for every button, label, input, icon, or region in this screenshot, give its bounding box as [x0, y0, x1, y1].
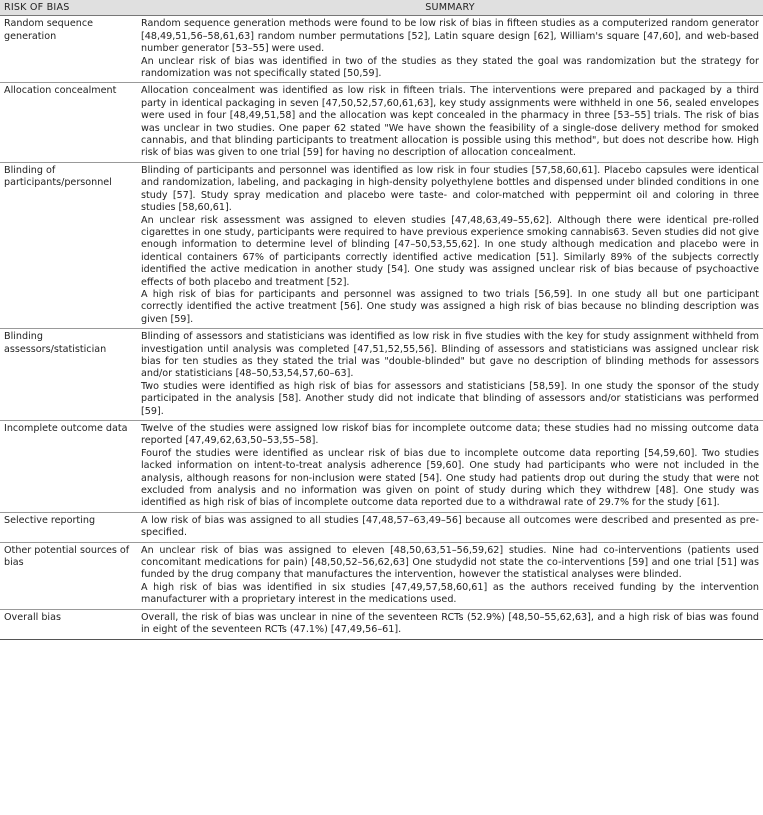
- header-row: [0, 0, 763, 16]
- header-risk-of-bias: RISK OF BIAS: [0, 0, 137, 16]
- row-label: Incomplete outcome data: [0, 421, 137, 513]
- summary-paragraph: Overall, the risk of bias was unclear in nine of the seventeen RCTs (52.9%) [48,50–55,62,63], and a high risk of bias was found in eight of the seventeen RCTs (47.1%) [47,49,56–61].: [141, 611, 759, 636]
- row-summary: [137, 329, 763, 421]
- table-row: [0, 542, 763, 609]
- table-row: [0, 609, 763, 639]
- summary-paragraph: Fourof the studies were identified as unclear risk of bias due to incomplete outcome data reporting [54,59,60]. Two studies lacked information on intent-to-treat analysis adherence [59,60]. One study had participants who were not included in the analysis, although reasons for non-inclusion were stated [54]. One study had patients drop out during the study that were not excluded from analysis and no information was given on point of study during which they withdrew [48]. One study was identified as high risk of bias of incomplete outcome data reported due to a withdrawal rate of 29.7% for the study [61].: [141, 447, 759, 509]
- summary-paragraph: Two studies were identified as high risk of bias for assessors and statisticians [58,59]. In one study the sponsor of the study participated in the analysis [58]. Another study did not indicate that blinding of assessors and/or statisticians was performed [59].: [141, 380, 759, 417]
- summary-paragraph: Allocation concealment was identified as low risk in fifteen trials. The interventions were prepared and packaged by a third party in identical packaging in seven [47,50,52,57,60,61,63], key study assignments were withheld in one 56, sealed envelopes were used in four [48,49,51,58] and the allocation was kept concealed in the pharmacy in three [53–55] trials. The risk of bias was unclear in two studies. One paper 62 stated "We have shown the feasibility of a single-dose delivery method for smoked cannabis, and that blinding participants to treatment allocation is possible using this method", but does not describe how. High risk of bias was given to one trial [59] for having no description of allocation concealment.: [141, 85, 759, 159]
- table-row: [0, 162, 763, 328]
- row-label: Selective reporting: [0, 512, 137, 542]
- row-label: Other potential sources of bias: [0, 542, 137, 609]
- row-label: Blinding of participants/personnel: [0, 162, 137, 328]
- row-summary: [137, 512, 763, 542]
- summary-paragraph: Random sequence generation methods were found to be low risk of bias in fifteen studies as a computerized random generator [48,49,51,56–58,61,63] random number permutations [52], Latin square design [62], William's square [47,60], and web-based number generator [53–55] were used.: [141, 18, 759, 55]
- table-row: [0, 421, 763, 513]
- header-summary: SUMMARY: [137, 0, 763, 16]
- row-summary: [137, 162, 763, 328]
- row-summary: [137, 609, 763, 639]
- summary-paragraph: Blinding of participants and personnel was identified as low risk in four studies [57,58,60,61]. Placebo capsules were identical and randomization, labeling, and packaging in high-density polyethylene bottles and dispensed under blinded conditions in one study [57]. Study spray medication and placebo were taste- and color-matched with peppermint oil and coloring in three studies [58,60,61].: [141, 164, 759, 214]
- row-label: Blinding assessors/statistician: [0, 329, 137, 421]
- table-row: [0, 512, 763, 542]
- row-label: Random sequence generation: [0, 16, 137, 83]
- table-row: [0, 83, 763, 162]
- summary-paragraph: Blinding of assessors and statisticians was identified as low risk in five studies with the key for study assignment withheld from investigation until analysis was completed [47,51,52,55,56]. Blinding of assessors and statisticians was assigned unclear risk bias for ten studies as they stated the trial was "double-blinded" but gave no description of blinding methods for assessors and/or statisticians [48–50,53,54,57,60–63].: [141, 331, 759, 380]
- table-body: [0, 16, 763, 639]
- summary-paragraph: An unclear risk of bias was identified in two of the studies as they stated the goal was randomization but the strategy for randomization was not specifically stated [50,59].: [141, 55, 759, 80]
- row-summary: [137, 421, 763, 513]
- summary-paragraph: Twelve of the studies were assigned low riskof bias for incomplete outcome data; these studies had no missing outcome data reported [47,49,62,63,50–53,55–58].: [141, 423, 759, 447]
- table-header: [0, 0, 763, 16]
- summary-paragraph: A high risk of bias was identified in six studies [47,49,57,58,60,61] as the authors received funding by the intervention manufacturer with a proprietary interest in the medications used.: [141, 581, 759, 606]
- row-label: Allocation concealment: [0, 83, 137, 162]
- row-summary: [137, 16, 763, 83]
- table-row: [0, 16, 763, 83]
- summary-paragraph: A high risk of bias for participants and personnel was assigned to two trials [56,59]. In one study all but one participant correctly identified the active treatment [56]. One study was assigned a high risk of bias because no blinding description was given [59].: [141, 288, 759, 325]
- summary-paragraph: An unclear risk assessment was assigned to eleven studies [47,48,63,49–55,62]. Although there were identical pre-rolled cigarettes in one study, participants were required to have previous experience smoking cannabis63. Seven studies did not give enough information to determine level of blinding [47–50,53,55,62]. In one study although medication and placebo were in identical containers 67% of participants correctly identified active medication [51]. Similarly 89% of the subjects correctly identified the active medication in another study [54]. One study was assigned unclear risk of bias because of psychoactive effects of both placebo and treatment [52].: [141, 214, 759, 288]
- row-label: Overall bias: [0, 609, 137, 639]
- row-summary: [137, 83, 763, 162]
- row-summary: [137, 542, 763, 609]
- table-row: [0, 329, 763, 421]
- summary-paragraph: A low risk of bias was assigned to all studies [47,48,57–63,49–56] because all outcomes were described and presented as pre-specified.: [141, 514, 759, 539]
- summary-paragraph: An unclear risk of bias was assigned to eleven [48,50,63,51–56,59,62] studies. Nine had co-interventions (patients used concomitant medications for pain) [48,50,52–56,62,63] One studydid not state the co-interventions [59] and one trial [51] was funded by the drug company that manufactures the intervention, however the statistical analyses were blinded.: [141, 544, 759, 581]
